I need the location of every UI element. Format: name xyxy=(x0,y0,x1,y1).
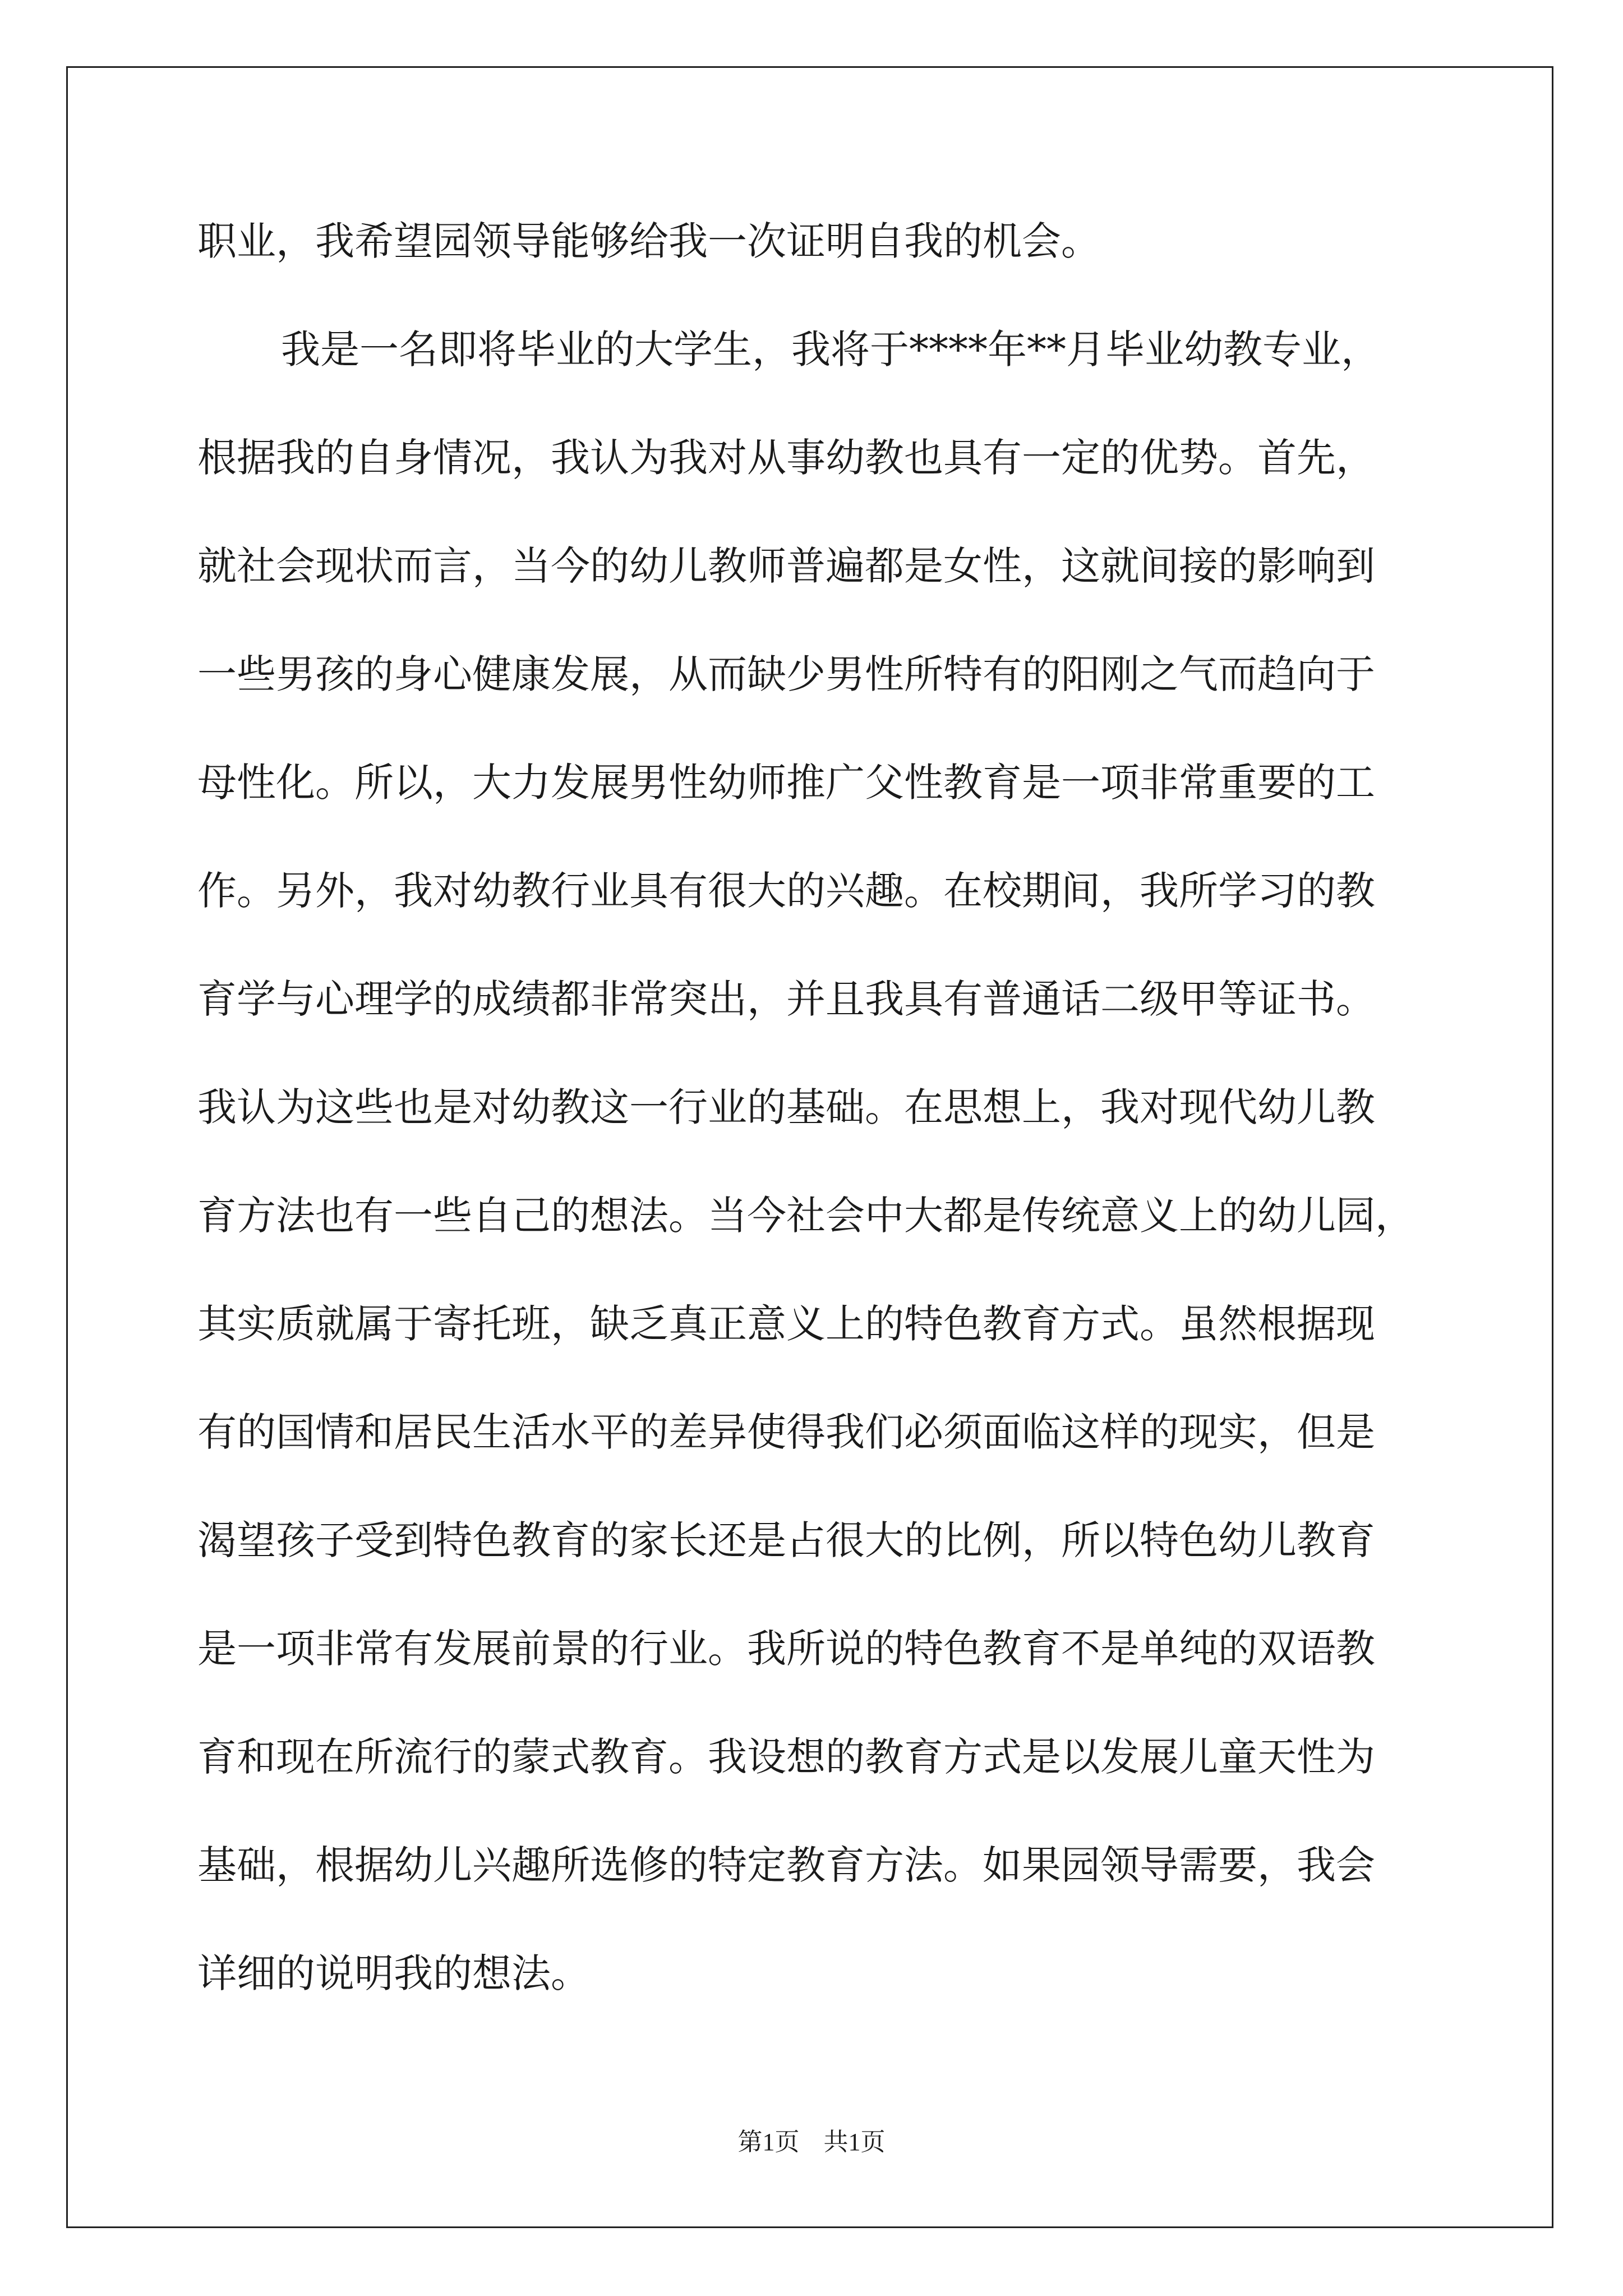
page-number: 第1页 xyxy=(737,2128,800,2156)
text-line: 育和现在所流行的蒙式教育。我设想的教育方式是以发展儿童天性为 xyxy=(197,1734,1375,1780)
text-line: 育学与心理学的成绩都非常突出，并且我具有普通话二级甲等证书。 xyxy=(197,976,1375,1022)
page-footer xyxy=(0,2122,1623,2157)
text-line: 其实质就属于寄托班，缺乏真正意义上的特色教育方式。虽然根据现 xyxy=(197,1301,1375,1347)
page-total: 共1页 xyxy=(823,2128,886,2156)
text-line: 是一项非常有发展前景的行业。我所说的特色教育不是单纯的双语教 xyxy=(197,1626,1375,1672)
text-line: 一些男孩的身心健康发展，从而缺少男性所特有的阳刚之气而趋向于 xyxy=(197,651,1375,697)
text-line: 根据我的自身情况，我认为我对从事幼教也具有一定的优势。首先， xyxy=(197,435,1375,481)
text-line: 职业，我希望园领导能够给我一次证明自我的机会。 xyxy=(197,218,1100,264)
text-line: 渴望孩子受到特色教育的家长还是占很大的比例，所以特色幼儿教育 xyxy=(197,1517,1375,1563)
document-body xyxy=(197,208,1431,2048)
text-line: 我是一名即将毕业的大学生，我将于****年**月毕业幼教专业， xyxy=(281,326,1380,372)
text-line: 育方法也有一些自己的想法。当今社会中大都是传统意义上的幼儿园， xyxy=(197,1193,1414,1239)
text-line: 详细的说明我的想法。 xyxy=(197,1950,590,1996)
text-line: 作。另外，我对幼教行业具有很大的兴趣。在校期间，我所学习的教 xyxy=(197,868,1375,914)
text-line: 母性化。所以，大力发展男性幼师推广父性教育是一项非常重要的工 xyxy=(197,760,1375,806)
text-line: 我认为这些也是对幼教这一行业的基础。在思想上，我对现代幼儿教 xyxy=(197,1084,1375,1130)
text-line: 就社会现状而言，当今的幼儿教师普遍都是女性，这就间接的影响到 xyxy=(197,543,1375,589)
text-line: 基础，根据幼儿兴趣所选修的特定教育方法。如果园领导需要，我会 xyxy=(197,1842,1375,1888)
text-line: 有的国情和居民生活水平的差异使得我们必须面临这样的现实，但是 xyxy=(197,1409,1375,1455)
